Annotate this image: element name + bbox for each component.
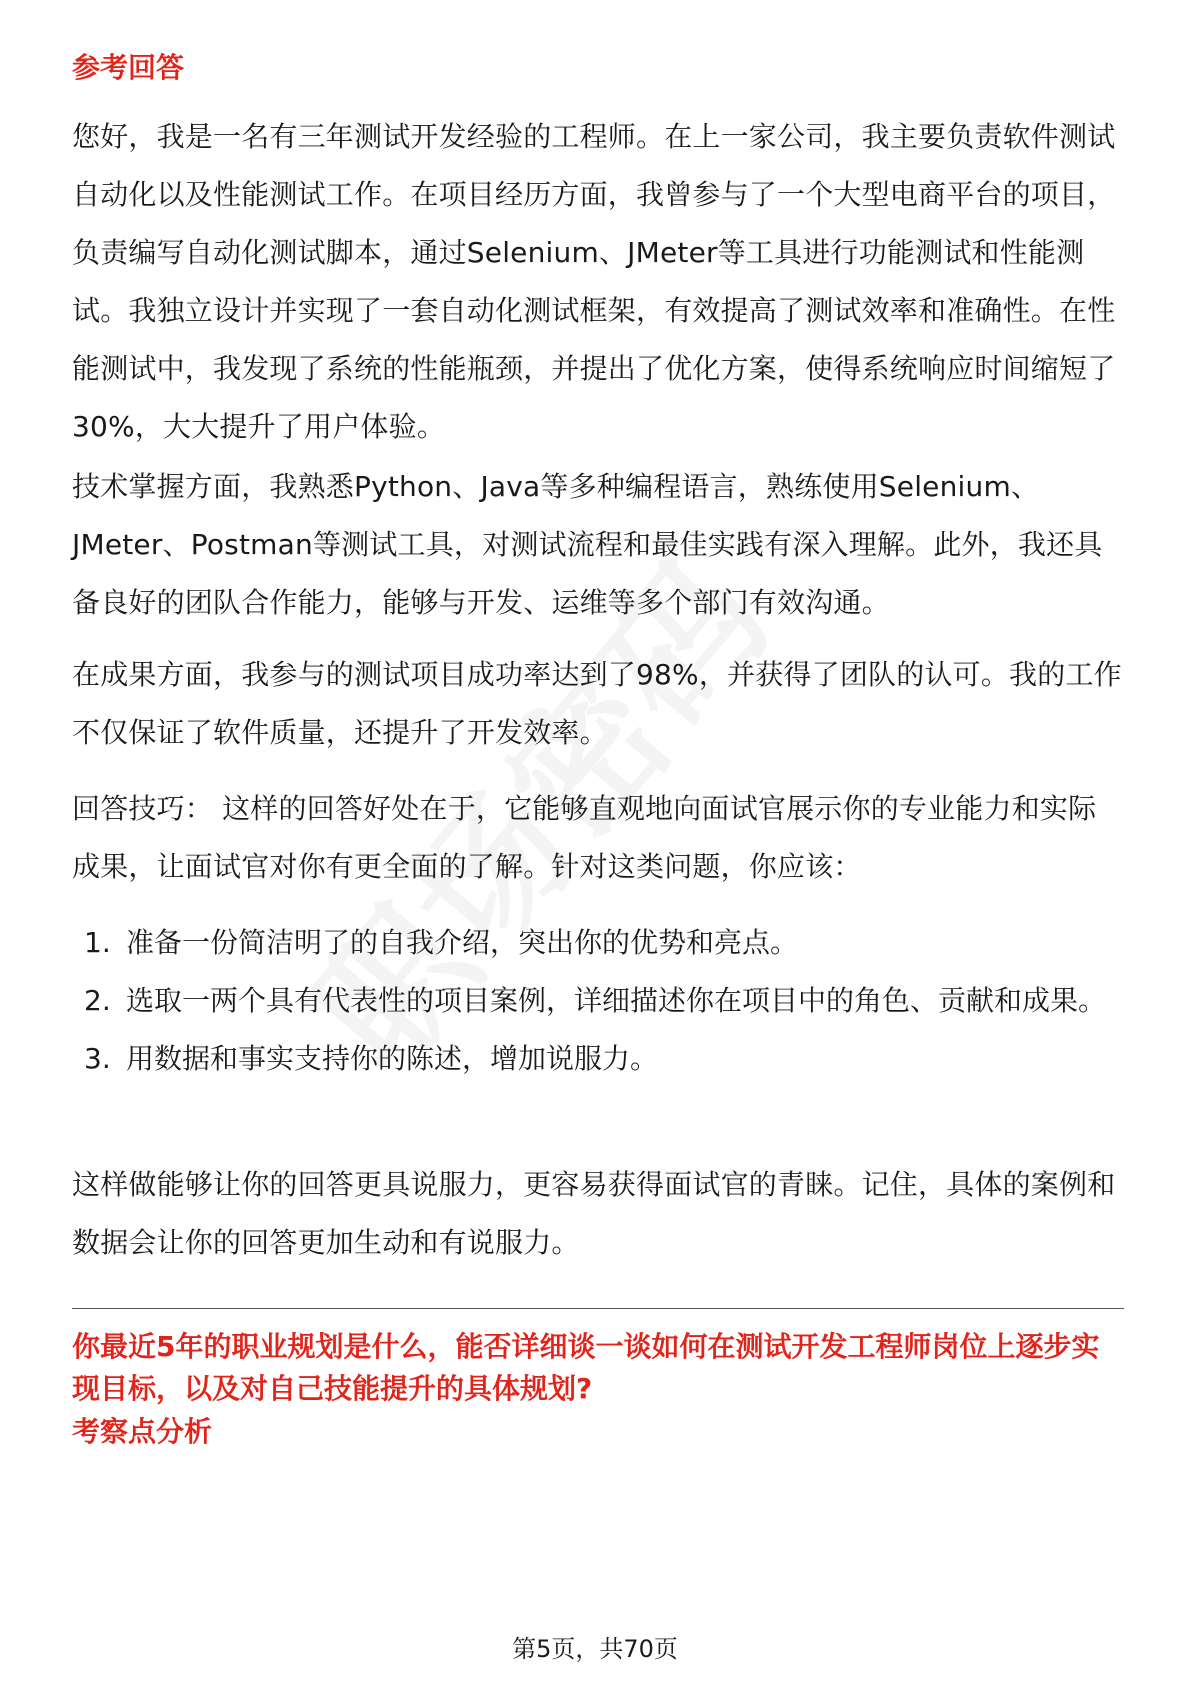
section-heading-analysis <box>72 1412 212 1452</box>
heading-text: 参考回答 <box>72 51 185 84</box>
section-divider <box>72 1308 1124 1309</box>
answer-paragraph-3: 在成果方面，我参与的测试项目成功率达到了98%，并获得了团队的认可。我的工作不仅保证了软件质量，还提升了开发效率。 <box>72 658 1122 749</box>
list-item-number: 3. <box>84 1042 111 1075</box>
list-item-text: 用数据和事实支持你的陈述，增加说服力。 <box>126 1042 659 1075</box>
answer-paragraph-1: 您好，我是一名有三年测试开发经验的工程师。在上一家公司，我主要负责软件测试自动化以及性能测试工作。在项目经历方面，我曾参与了一个大型电商平台的项目，负责编写自动化测试脚本，通过Selenium、JMeter等工具进行功能测试和性能测试。我独立设计并实现了一套自动化测试框架，有效提高了测试效率和准确性。在性能测试中，我发现了系统的性能瓶颈，并提出了优化方案，使得系统响应时间缩短了30%，大大提升了用户体验。 <box>72 120 1116 443</box>
answer-paragraph-2: 技术掌握方面，我熟悉Python、Java等多种编程语言，熟练使用Selenium、JMeter、Postman等测试工具，对测试流程和最佳实践有深入理解。此外，我还具备良好的团队合作能力，能够与开发、运维等多个部门有效沟通。 <box>72 470 1103 619</box>
next-question: 你最近5年的职业规划是什么，能否详细谈一谈如何在测试开发工程师岗位上逐步实现目标，以及对自己技能提升的具体规划? <box>72 1330 1100 1405</box>
page-number: 第5页，共70页 <box>512 1635 678 1663</box>
answer-tips-intro: 回答技巧： 这样的回答好处在于，它能够直观地向面试官展示你的专业能力和实际成果，让面试官对你有更全面的了解。针对这类问题，你应该： <box>72 792 1097 883</box>
list-item <box>72 914 1124 972</box>
list-item <box>72 1030 1124 1088</box>
section-heading-reference-answer <box>72 48 184 88</box>
list-item-number: 1. <box>84 926 111 959</box>
closing-paragraph: 这样做能够让你的回答更具说服力，更容易获得面试官的青睐。记住，具体的案例和数据会让你的回答更加生动和有说服力。 <box>72 1168 1116 1259</box>
list-item-text: 准备一份简洁明了的自我介绍，突出你的优势和亮点。 <box>126 926 799 959</box>
list-item <box>72 972 1124 1030</box>
list-item-number: 2. <box>84 984 111 1017</box>
heading-text: 考察点分析 <box>72 1415 213 1448</box>
list-item-text: 选取一两个具有代表性的项目案例，详细描述你在项目中的角色、贡献和成果。 <box>126 984 1107 1017</box>
tips-list <box>72 914 1124 1088</box>
